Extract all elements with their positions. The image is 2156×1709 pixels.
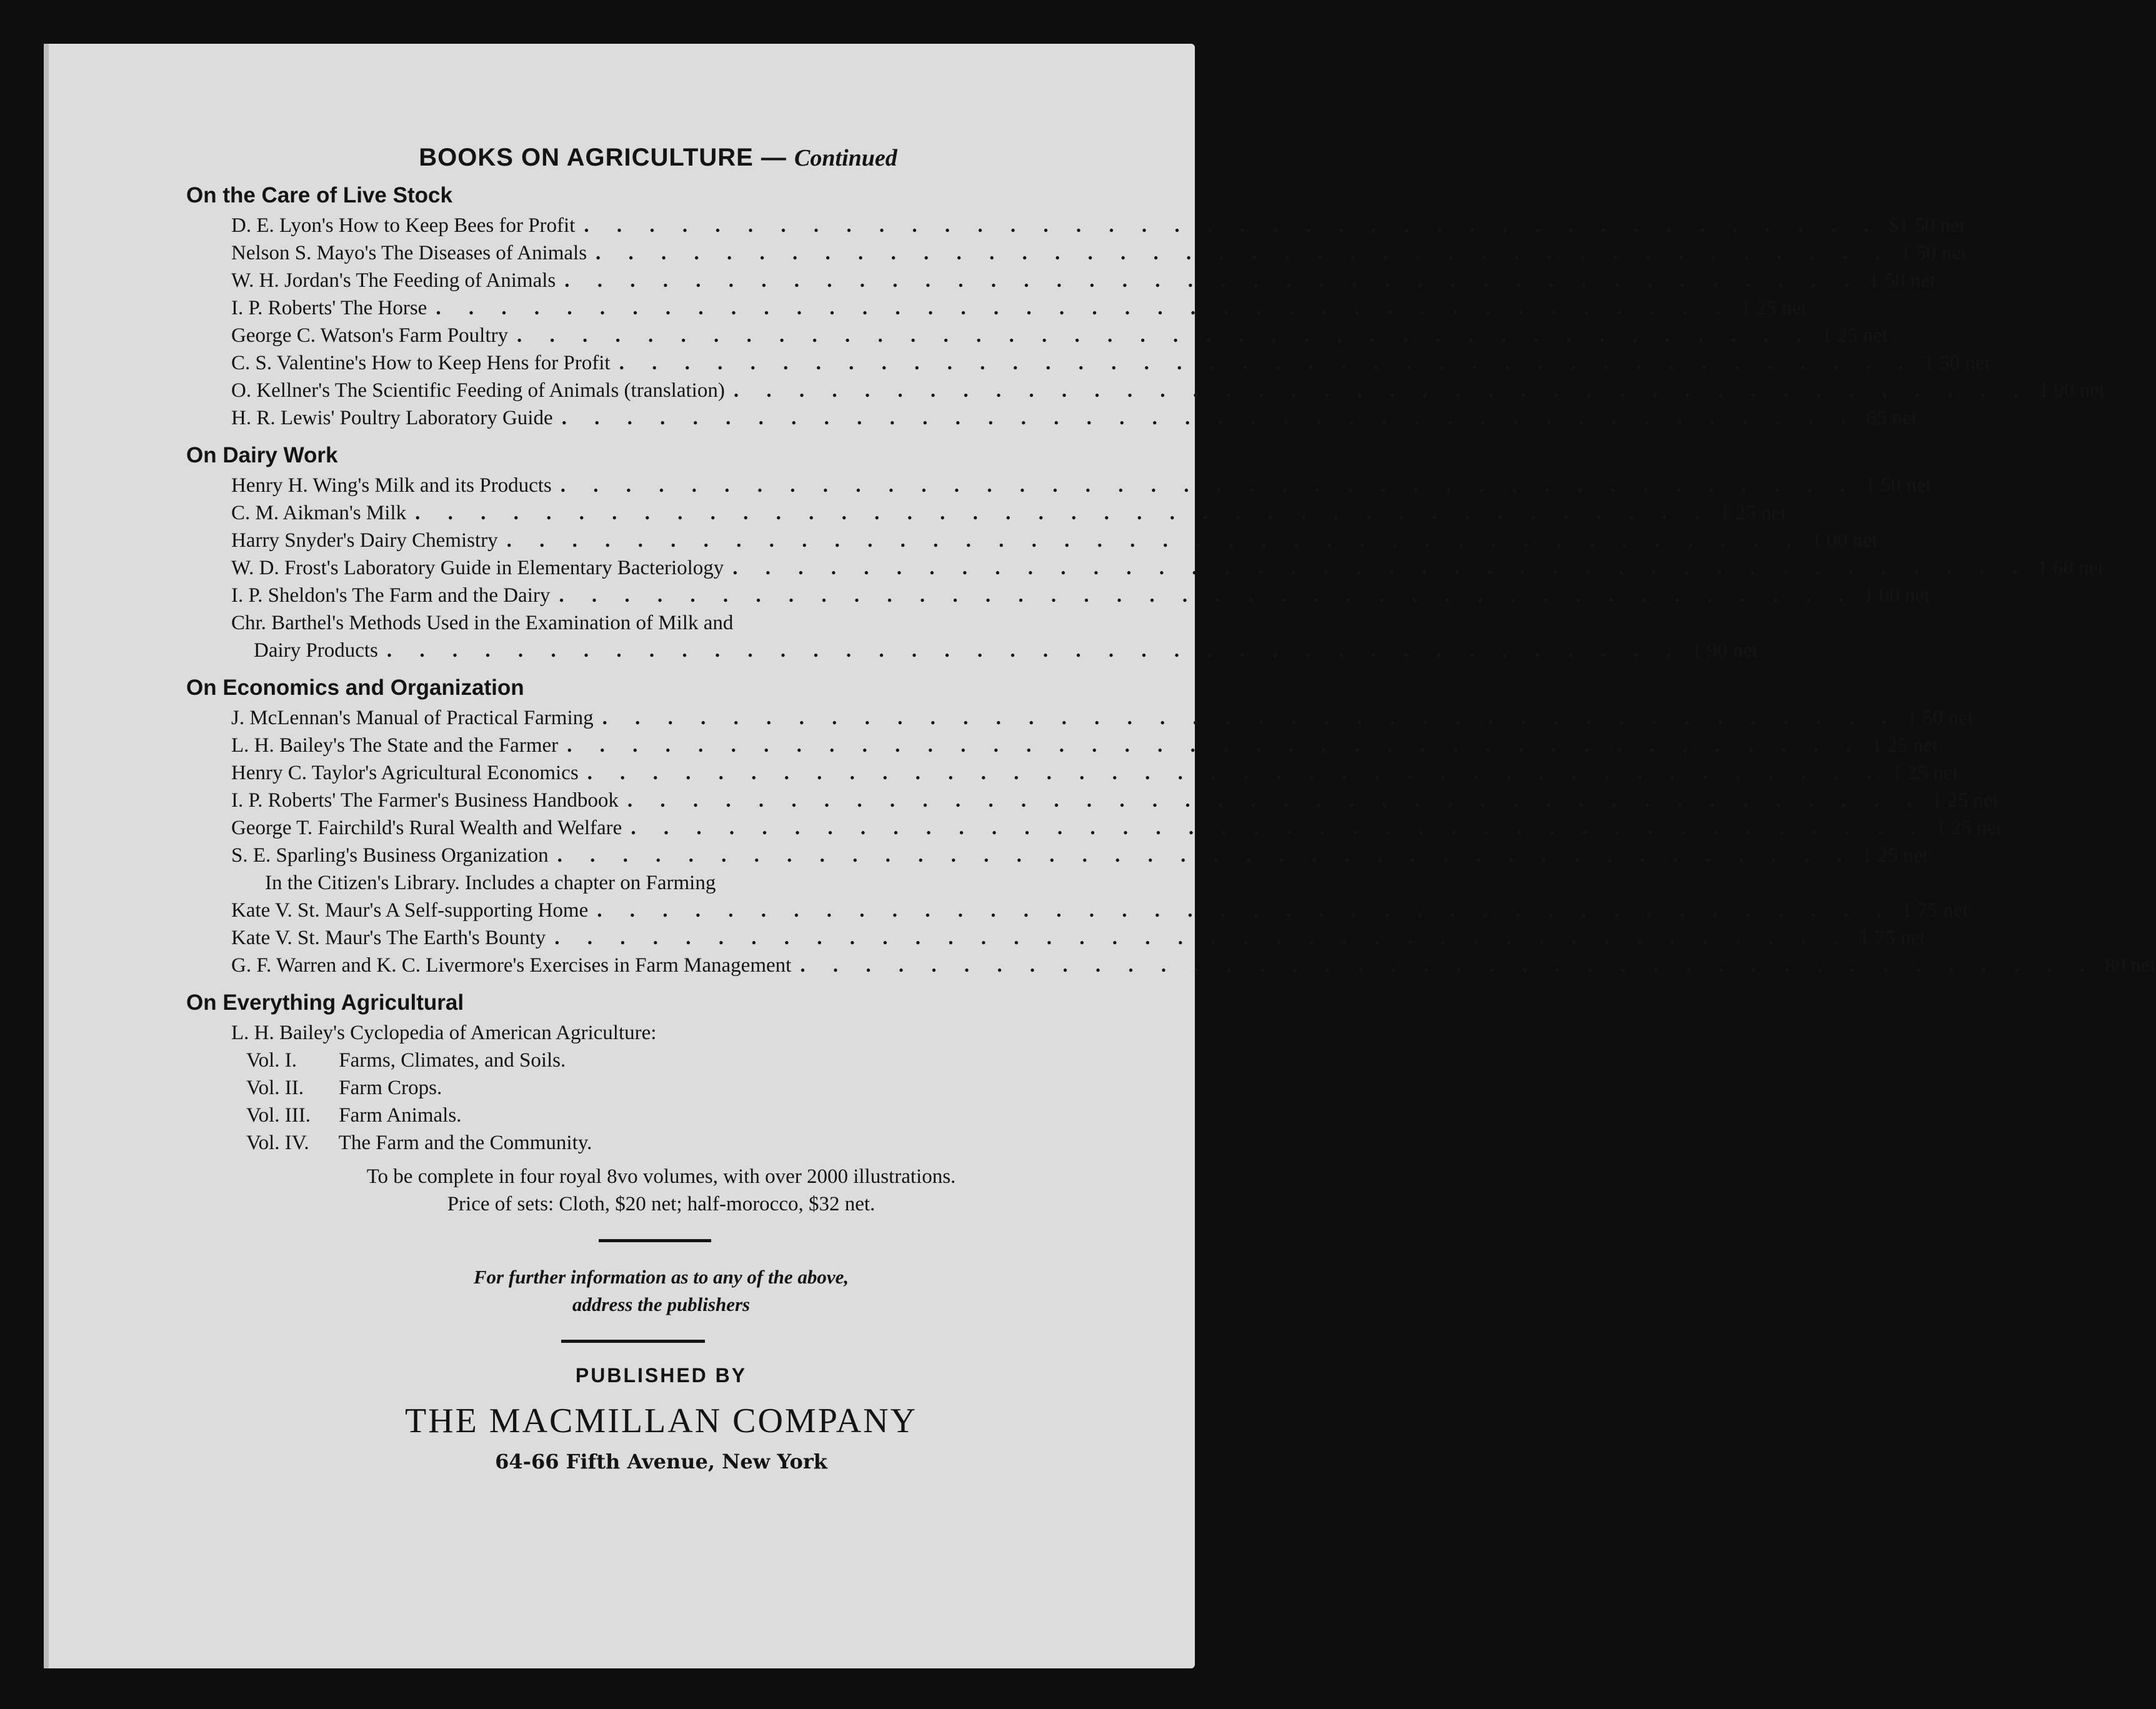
- volume-title: Farms, Climates, and Soils.: [339, 1049, 566, 1072]
- volume-title: Farm Animals.: [339, 1104, 462, 1127]
- dot-leader: . . . . . . . . . . . . . . . . . . . . . . . . . . . . . . . . . . . . . . . .: [587, 762, 1884, 784]
- book-price: 65 net: [1866, 407, 1917, 429]
- book-entry: [186, 404, 1917, 432]
- book-price: 1 25 net: [1862, 844, 1929, 867]
- book-title: W. H. Jordan's The Feeding of Animals: [231, 269, 556, 292]
- book-title: Kate V. St. Maur's A Self-supporting Home: [231, 899, 589, 922]
- section-heading: On Dairy Work: [186, 443, 338, 467]
- book-entry: [186, 814, 2002, 842]
- dot-leader: . . . . . . . . . . . . . . . . . . . . . . . . . . . . . . . . . . . . . . . .: [564, 269, 1860, 292]
- book-price: 1 50 net: [1865, 474, 1932, 497]
- volume-number: Vol. II.: [246, 1077, 304, 1099]
- dot-leader: . . . . . . . . . . . . . . . . . . . . . . . . . . . . . . . . . . . . . . . .: [800, 954, 2097, 977]
- page-title: [255, 144, 1061, 172]
- book-entry: [186, 349, 1990, 377]
- dot-leader: . . . . . . . . . . . . . . . . . . . . . . . . . . . . . . . . . . . . . . . .: [557, 844, 1854, 867]
- price-of-sets: Price of sets: Cloth, $20 net; half-morocco, $32 net.: [447, 1193, 876, 1215]
- book-title-continued: Dairy Products: [254, 639, 378, 662]
- dot-leader: . . . . . . . . . . . . . . . . . . . . . . . . . . . . . . . . . . . . . . . .: [627, 789, 1924, 812]
- book-title: Chr. Barthel's Methods Used in the Examination of Milk and: [231, 612, 734, 634]
- section-heading: On the Care of Live Stock: [186, 183, 452, 207]
- volume-number: Vol. I.: [246, 1049, 297, 1072]
- section-everything: [186, 990, 1061, 1218]
- book-list: [186, 897, 2156, 979]
- dot-leader: . . . . . . . . . . . . . . . . . . . . . . . . . . . . . . . . . . . . . . . .: [631, 817, 1927, 839]
- book-title: W. D. Frost's Laboratory Guide in Elementary Bacteriology: [231, 557, 724, 579]
- book-price: 1 50 net: [1924, 352, 1990, 374]
- dot-leader: . . . . . . . . . . . . . . . . . . . . . . . . . . . . . . . . . . . . . . . .: [554, 927, 1850, 949]
- book-title: George T. Fairchild's Rural Wealth and Welfare: [231, 817, 622, 839]
- book-title: C. M. Aikman's Milk: [231, 502, 407, 524]
- published-by: PUBLISHED BY: [575, 1364, 747, 1387]
- dot-leader: . . . . . . . . . . . . . . . . . . . . . . . . . . . . . . . . . . . . . . . .: [506, 529, 1803, 552]
- title-continued: Continued: [794, 145, 897, 171]
- title-dash: —: [761, 144, 787, 171]
- book-title: Kate V. St. Maur's The Earth's Bounty: [231, 927, 546, 949]
- dot-leader: . . . . . . . . . . . . . . . . . . . . . . . . . . . . . . . . . . . . . . . .: [516, 324, 1813, 347]
- book-entry: [186, 527, 1878, 554]
- book-price: 1 25 net: [1932, 789, 1999, 812]
- volume-entry: [186, 1047, 1061, 1074]
- volume-title: Farm Crops.: [339, 1077, 442, 1099]
- section-heading: On Everything Agricultural: [186, 990, 464, 1015]
- dot-leader: . . . . . . . . . . . . . . . . . . . . . . . . . . . . . . . . . . . . . . . .: [415, 502, 1711, 524]
- book-price: 1 25 net: [1871, 734, 1939, 757]
- divider-rule: [561, 1340, 705, 1343]
- book-title: O. Kellner's The Scientific Feeding of Animals (translation): [231, 379, 725, 402]
- volume-title: The Farm and the Community.: [338, 1132, 592, 1154]
- volume-entry: [186, 1102, 1061, 1129]
- dot-leader: . . . . . . . . . . . . . . . . . . . . . . . . . . . . . . . . . . . . . . . .: [386, 639, 1683, 662]
- book-price: 80 net: [2105, 954, 2156, 977]
- volume-entry: [186, 1074, 1061, 1102]
- book-entry: [186, 267, 1936, 294]
- dot-leader: . . . . . . . . . . . . . . . . . . . . . . . . . . . . . . . . . . . . . . . .: [584, 214, 1880, 237]
- book-note: In the Citizen's Library. Includes a chapter on Farming: [265, 872, 716, 894]
- volume-entry: [186, 1129, 1061, 1157]
- dot-leader: . . . . . . . . . . . . . . . . . . . . . . . . . . . . . . . . . . . . . . . .: [561, 407, 1858, 429]
- dot-leader: . . . . . . . . . . . . . . . . . . . . . . . . . . . . . . . . . . . . . . . .: [559, 584, 1855, 607]
- book-entry: [186, 897, 1969, 924]
- book-price: 1 25 net: [1740, 297, 1807, 319]
- book-title: I. P. Roberts' The Farmer's Business Handbook: [231, 789, 619, 812]
- book-list: [186, 212, 2105, 432]
- volume-number: Vol. IV.: [246, 1132, 309, 1154]
- book-price: 1 25 net: [1821, 324, 1889, 347]
- book-price: 1 50 net: [1907, 707, 1974, 729]
- divider-rule: [599, 1239, 711, 1242]
- dot-leader: . . . . . . . . . . . . . . . . . . . . . . . . . . . . . . . . . . . . . . . .: [560, 474, 1857, 497]
- publisher-address: 64-66 Fifth Avenue, New York: [495, 1450, 827, 1473]
- book-entry: [186, 759, 1959, 787]
- book-entry: [186, 554, 2104, 582]
- book-price: 1 00 net: [1811, 529, 1878, 552]
- book-entry: [186, 732, 1939, 759]
- book-entry: [186, 377, 2105, 404]
- book-entry: [186, 239, 1967, 267]
- dot-leader: . . . . . . . . . . . . . . . . . . . . . . . . . . . . . . . . . . . . . . . .: [732, 557, 2029, 579]
- book-title: Henry C. Taylor's Agricultural Economics: [231, 762, 579, 784]
- book-title: I. P. Sheldon's The Farm and the Dairy: [231, 584, 551, 607]
- book-title: C. S. Valentine's How to Keep Hens for Profit: [231, 352, 611, 374]
- book-entry: [186, 582, 1930, 609]
- book-title: S. E. Sparling's Business Organization: [231, 844, 549, 867]
- book-title: G. F. Warren and K. C. Livermore's Exercises in Farm Management: [231, 954, 792, 977]
- dot-leader: . . . . . . . . . . . . . . . . . . . . . . . . . . . . . . . . . . . . . . . .: [619, 352, 1915, 374]
- book-entry: [186, 787, 1999, 814]
- book-entry: [186, 924, 1926, 952]
- page: [44, 44, 2156, 1668]
- further-info-line: For further information as to any of the above,: [473, 1266, 849, 1288]
- volume-number: Vol. III.: [246, 1104, 311, 1127]
- book-title: Harry Snyder's Dairy Chemistry: [231, 529, 498, 552]
- book-entry: [186, 472, 1932, 499]
- book-title: J. McLennan's Manual of Practical Farming: [231, 707, 594, 729]
- book-price: 1 90 net: [2038, 379, 2105, 402]
- book-title: Henry H. Wing's Milk and its Products: [231, 474, 552, 497]
- book-entry: [186, 952, 2156, 979]
- book-price: 1 60 net: [2037, 557, 2104, 579]
- book-entry: [186, 842, 1929, 869]
- book-price: 1 00 net: [1864, 584, 1930, 607]
- further-info-line: address the publishers: [572, 1293, 751, 1315]
- page-title-text: BOOKS ON AGRICULTURE: [419, 144, 754, 171]
- dot-leader: . . . . . . . . . . . . . . . . . . . . . . . . . . . . . . . . . . . . . . . .: [602, 707, 1899, 729]
- dot-leader: . . . . . . . . . . . . . . . . . . . . . . . . . . . . . . . . . . . . . . . .: [597, 899, 1893, 922]
- book-title: George C. Watson's Farm Poultry: [231, 324, 508, 347]
- book-entry: [186, 499, 1787, 527]
- book-entry: [186, 704, 1974, 732]
- book-price: 1 25 net: [1719, 502, 1787, 524]
- section-dairy-work: [186, 443, 2104, 664]
- book-title: Nelson S. Mayo's The Diseases of Animals: [231, 242, 587, 264]
- dot-leader: . . . . . . . . . . . . . . . . . . . . . . . . . . . . . . . . . . . . . . . .: [436, 297, 1732, 319]
- dot-leader: . . . . . . . . . . . . . . . . . . . . . . . . . . . . . . . . . . . . . . . .: [567, 734, 1863, 757]
- book-title: I. P. Roberts' The Horse: [231, 297, 427, 319]
- section-heading: On Economics and Organization: [186, 675, 524, 700]
- book-price: 1 50 net: [1900, 242, 1967, 264]
- book-entry: [186, 212, 1965, 239]
- catalogue-content: [186, 144, 2156, 1473]
- book-entry: [186, 294, 1807, 322]
- book-list: [186, 704, 2002, 869]
- book-price: 1 25 net: [1935, 817, 2002, 839]
- cyclopedia-title: L. H. Bailey's Cyclopedia of American Agriculture:: [231, 1022, 657, 1044]
- book-price: 1 25 net: [1892, 762, 1959, 784]
- book-price: 1 90 net: [1691, 639, 1758, 662]
- dot-leader: . . . . . . . . . . . . . . . . . . . . . . . . . . . . . . . . . . . . . . . .: [733, 379, 2030, 402]
- book-title: L. H. Bailey's The State and the Farmer: [231, 734, 559, 757]
- section-live-stock: [186, 183, 2105, 432]
- book-entry: [186, 637, 1758, 664]
- book-price: $1 50 net: [1889, 214, 1965, 237]
- book-list: [186, 472, 2104, 609]
- dot-leader: . . . . . . . . . . . . . . . . . . . . . . . . . . . . . . . . . . . . . . . .: [596, 242, 1892, 264]
- book-price: 1 75 net: [1859, 927, 1926, 949]
- book-entry: [186, 609, 1061, 637]
- book-title: D. E. Lyon's How to Keep Bees for Profit: [231, 214, 576, 237]
- complete-note: To be complete in four royal 8vo volumes, with over 2000 illustrations.: [366, 1165, 956, 1188]
- book-price: 1 75 net: [1901, 899, 1969, 922]
- book-price: 1 50 net: [1869, 269, 1936, 292]
- page-edge: [44, 44, 49, 1668]
- section-economics: [186, 675, 2156, 979]
- publisher-name: THE MACMILLAN COMPANY: [404, 1402, 918, 1440]
- book-title: H. R. Lewis' Poultry Laboratory Guide: [231, 407, 553, 429]
- book-entry: [186, 322, 1889, 349]
